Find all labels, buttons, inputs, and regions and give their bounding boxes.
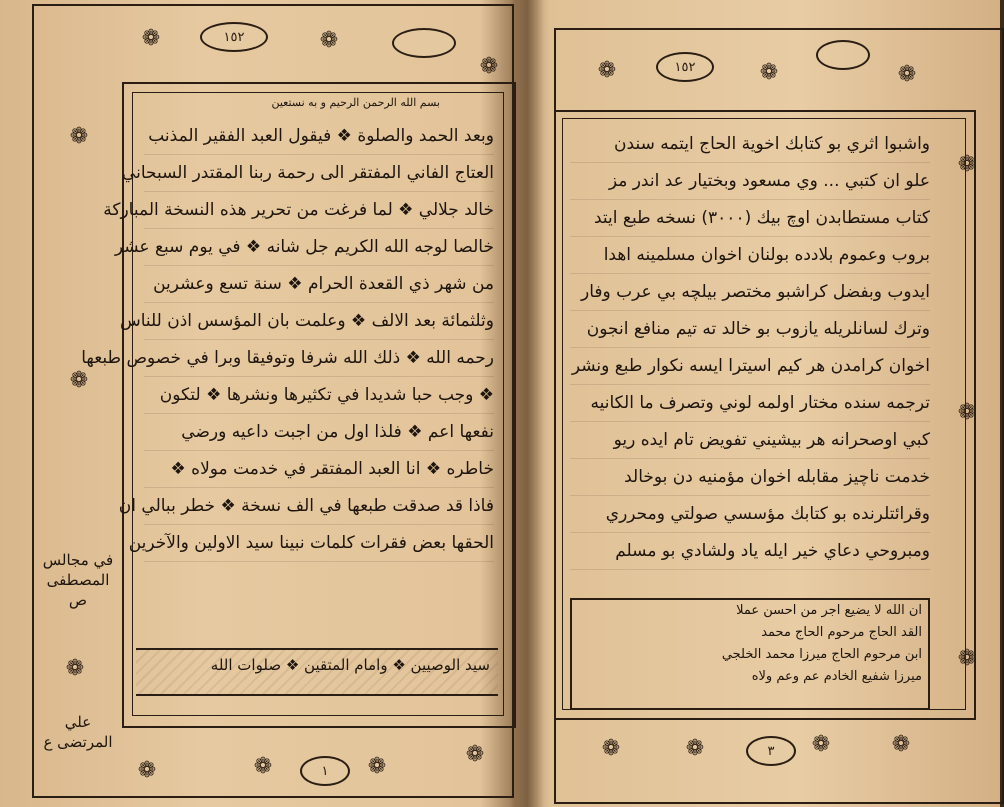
floral-ornament-icon: ❁ (957, 152, 977, 177)
panel-line: ابن مرحوم الحاج ميرزا محمد الخلجي (721, 647, 922, 662)
band-line: سيد الوصيين ❖ وامام المتقين ❖ صلوات الله (210, 656, 490, 674)
text-line: من شهر ذي القعدة الحرام ❖ سنة تسع وعشرين (144, 266, 494, 303)
text-line: خالصا لوجه الله الكريم جل شانه ❖ في يوم سبع عشر (144, 229, 494, 266)
basmala-heading: بسم الله الرحمن الرحيم و به نستعين (271, 96, 440, 109)
catchword-cartouche (816, 40, 870, 70)
floral-ornament-icon: ❁ (319, 28, 339, 53)
text-line: ترجمه سنده مختار اولمه لوني وتصرف ما الكانيه (570, 385, 930, 422)
text-line: نفعها اعم ❖ فلذا اول من اجبت داعيه ورضي (144, 414, 494, 451)
text-line: خالد جلالي ❖ لما فرغت من تحرير هذه النسخة المباركة (144, 192, 494, 229)
floral-ornament-icon: ❁ (65, 656, 85, 681)
text-line: ايدوب وبفضل كراشبو مختصر بيلچه بي عرب وفار (570, 274, 930, 311)
margin-note: علي المرتضى ع (43, 713, 113, 751)
floral-ornament-icon: ❁ (367, 754, 387, 779)
catchword-cartouche (392, 28, 456, 58)
text-line: واشبوا اثري بو كتابك اخوية الحاج ايتمه سندن (570, 126, 930, 163)
page-number: ١٥٢ (674, 59, 696, 75)
text-line: وثلثمائة بعد الالف ❖ وعلمت بان المؤسس اذن للناس (144, 303, 494, 340)
floral-ornament-icon: ❁ (811, 732, 831, 757)
panel-line: القد الحاج مرحوم الحاج محمد (761, 625, 922, 640)
floral-ornament-icon: ❁ (141, 26, 161, 51)
floral-ornament-icon: ❁ (69, 124, 89, 149)
left-text-block (81, 118, 494, 562)
floral-ornament-icon: ❁ (957, 646, 977, 671)
colophon-panel (570, 598, 930, 710)
text-line: رحمه الله ❖ ذلك الله شرفا وتوفيقا وبرا في خصوص طبعها (144, 340, 494, 377)
floral-ornament-icon: ❁ (597, 58, 617, 83)
floral-ornament-icon: ❁ (897, 62, 917, 87)
text-line: وبعد الحمد والصلوة ❖ فيقول العبد الفقير المذنب (144, 118, 494, 155)
right-page (540, 0, 1000, 807)
footer-number: ٣ (767, 743, 775, 759)
floral-ornament-icon: ❁ (685, 736, 705, 761)
text-line: بروب وعموم بلادده بولنان اخوان مسلمينه اهدا (570, 237, 930, 274)
panel-line: ميرزا شفيع الخادم عم وعم ولاه (751, 669, 922, 684)
text-line: وترك لسانلريله يازوب بو خالد ته تيم منافع انجون (570, 311, 930, 348)
text-line: علو ان كتبي ... وي مسعود وبختيار عد اندر مز (570, 163, 930, 200)
text-line: كتاب مستطابدن اوچ بيك (٣٠٠٠) نسخه طبع ايتد (570, 200, 930, 237)
text-line: اخوان كرامدن هر كيم اسيترا ايسه نكوار طبع ونشر (570, 348, 930, 385)
floral-ornament-icon: ❁ (891, 732, 911, 757)
floral-ornament-icon: ❁ (479, 54, 499, 79)
floral-ornament-icon: ❁ (759, 60, 779, 85)
floral-ornament-icon: ❁ (957, 400, 977, 425)
page-number-cartouche (656, 52, 714, 82)
floral-ornament-icon: ❁ (69, 368, 89, 393)
floral-ornament-icon: ❁ (465, 742, 485, 767)
text-line: ومبروحي دعاي خير ايله ياد ولشادي بو مسلم (570, 533, 930, 570)
footer-cartouche (300, 756, 350, 786)
text-line: خدمت ناچيز مقابله اخوان مؤمنيه دن بوخالد (570, 459, 930, 496)
left-closing-band (136, 648, 498, 696)
floral-ornament-icon: ❁ (137, 758, 157, 783)
text-line: وقرائتلرنده بو كتابك مؤسسي صولتي ومحرري (570, 496, 930, 533)
text-line: ❖ وجب حبا شديدا في تكثيرها ونشرها ❖ لتكون (144, 377, 494, 414)
margin-note: في مجالس المصطفى ص (42, 551, 114, 609)
floral-ornament-icon: ❁ (601, 736, 621, 761)
right-text-block (570, 126, 930, 570)
text-line: كبي اوصحرانه هر بيشيني تفويض تام ايده ريو (570, 422, 930, 459)
panel-line: ان الله لا يضيع اجر من احسن عملا (736, 603, 922, 618)
page-number-cartouche (200, 22, 268, 52)
floral-ornament-icon: ❁ (253, 754, 273, 779)
text-line: الحقها بعض فقرات كلمات نبينا سيد الاولين والآخرين (144, 525, 494, 562)
page-number: ١٥٢ (223, 29, 245, 45)
footer-cartouche (746, 736, 796, 766)
footer-number: ١ (321, 763, 329, 779)
text-line: خاطره ❖ انا العبد المفتقر في خدمت مولاه ❖ (144, 451, 494, 488)
text-line: العتاج الفاني المفتقر الى رحمة ربنا المقتدر السبحاني (144, 155, 494, 192)
text-line: فاذا قد صدقت طبعها في الف نسخة ❖ خطر ببالي ان (144, 488, 494, 525)
